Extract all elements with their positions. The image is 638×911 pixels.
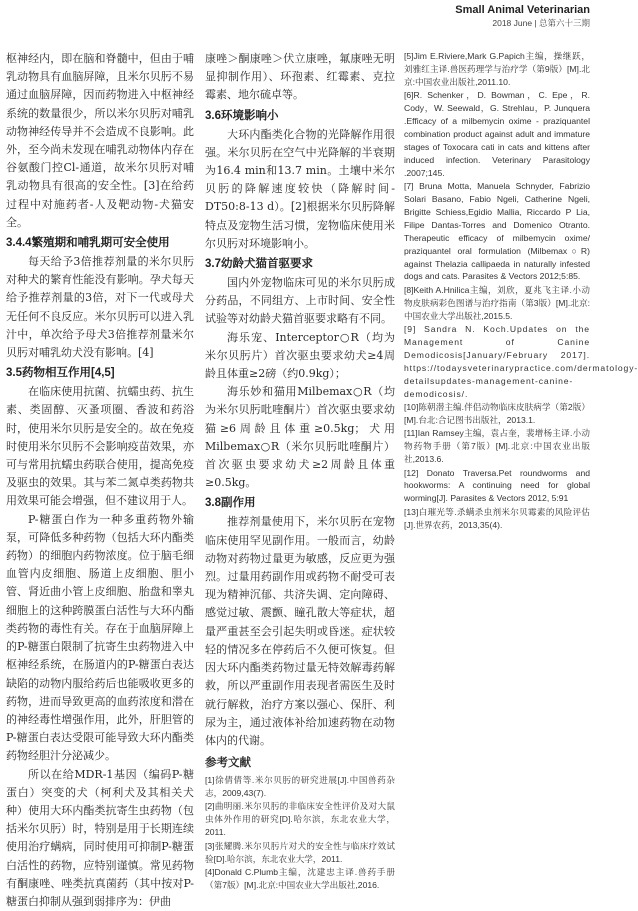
page-header xyxy=(455,4,590,29)
paragraph: 海乐妙和猫用Milbemax○R（均为米尔贝肟吡喹酮片）首次驱虫要求幼猫≥6周龄且体重≥0.5kg；犬用Milbemax○R（米尔贝肟吡喹酮片）首次驱虫要求幼犬≥2周龄且体重≥0.5kg。 xyxy=(205,385,395,490)
reference-item: [2]曲明丽.米尔贝肟的非临床安全性评价及对大鼠虫体外作用的研究[D].哈尔滨，东北农业大学，2011. xyxy=(205,801,395,838)
journal-title: Small Animal Veterinarian xyxy=(455,4,590,16)
paragraph: 每天给予3倍推荐剂量的米尔贝肟对种犬的繁育性能没有影响。孕犬每天给予推荐剂量的3倍，对下一代或母犬无任何不良反应。米尔贝肟可以进入乳汁中，单次给予母犬3倍推荐剂量米尔贝肟对哺乳幼犬没有影响。[4] xyxy=(6,255,194,360)
paragraph: 国内外宠物临床可见的米尔贝肟成分药品，不同组方、上市时间、安全性试验等对幼龄犬猫首驱要求略有不同。 xyxy=(205,276,395,326)
paragraph: 推荐剂量使用下，米尔贝肟在宠物临床使用罕见副作用。一般而言，幼龄动物对药物过量更为敏感，反应更为强烈。过量用药副作用或药物不耐受可表现为精神沉郁、共济失调、定向障碍、感觉过敏、震颤、瞳孔散大等症状，超量严重甚至会引起失明或昏迷。症状较轻的情况多在停药后不久便可恢复。但因大环内酯类药物过量无特效解毒药解救，所以严重副作用表现者需医生及时就行解救，治疗方案以强心、保肝、利尿为主，通过液体补给加速药物在动物体内的代谢。 xyxy=(205,515,395,747)
section-heading-3-6: 3.6环境影响小 xyxy=(205,109,279,122)
reference-item: [10]陈朝潜主编.伴侣动物临床皮肤病学（第2版）[M].台北:合记图书出版社，2013.1. xyxy=(404,401,590,425)
paragraph: P-糖蛋白作为一种多重药物外输泵，可降低多种药物（包括大环内酯类药物）的细胞内药物浓度。位于脑毛细血管内皮细胞、肠道上皮细胞、胆小管、肾近曲小管上皮细胞、胎盘和睾丸细胞上的这种跨膜蛋白活性与大环内酯类药物的毒性有关。存在于血脑屏障上的P-糖蛋白限制了抗寄生虫药物进入中枢神经系统，在肠道内的P-糖蛋白表达缺陷的动物内服给药后也能吸收更多的药物，进而导致更高的血药浓度和潜在的神经毒性增强作用，此外，肝胆管的P-糖蛋白表达受限可能导致大环内酯类药物经胆汁分泌减少。 xyxy=(6,512,194,763)
reference-item: [1]徐倩倩等.米尔贝肟的研究进展[J].中国兽药杂志，2009,43(7). xyxy=(205,775,395,799)
section-heading-3-7: 3.7幼龄犬猫首驱要求 xyxy=(205,258,313,271)
issue-line: 2018 June | 总第六十三期 xyxy=(492,18,590,28)
paragraph: 海乐宠、Interceptor○R（均为米尔贝肟片）首次驱虫要求幼犬≥4周龄且体重≥2磅（约0.9kg）； xyxy=(205,330,395,381)
reference-item: [4]Donald C.Plumb主编，沈建忠主译.兽药手册（第7版）[M].北京:中国农业大学出版社,2016. xyxy=(205,866,395,890)
column-middle xyxy=(205,50,395,892)
references-heading: 参考文献 xyxy=(205,757,251,770)
reference-item: [9] Sandra N. Koch.Updates on the Management of Canine Demodicosis[January/February 2017]. https://todaysveterinarypractice.com/dermatology-detailsupdates-management-canine-demodicosis/. xyxy=(404,324,638,399)
reference-item: [8]Keith A.Hnilica主编，刘欣，夏兆飞主译.小动物皮肤病彩色图谱与治疗指南（第3版）[M].北京:中国农业大学出版社,2015.5. xyxy=(404,284,590,321)
reference-item: [5]Jim E.Riviere,Mark G.Papich主编，操继跃，刘雅红主译.兽医药理学与治疗学（第9版）[M].北京:中国农业出版社,2011.10. xyxy=(404,51,590,87)
column-right xyxy=(404,50,638,532)
paragraph: 大环内酯类化合物的光降解作用很强。米尔贝肟在空气中光降解的半衰期为16.4 min和13.7 min。土壤中米尔贝肟的降解速度较快（降解时间-DT50:8-13 d）。[2]根据米尔贝肟降解特点及宠物生活习惯，宠物临床使用米尔贝肟对环境影响小。 xyxy=(205,127,395,250)
reference-item: [6]R. Schenker，D. Bowman，C. Epe，R. Cody，W. Seewald，G. Strehlau，P. Junquera .Efficacy of a milbemycin oxime - praziquantel combination product against adult and immature stages of Toxocara cati in cats and kittens after induced infection. Veterinary Parasitology .2007;145. xyxy=(404,90,590,178)
reference-item: [7] Bruna Motta, Manuela Schnyder, Fabrizio Solari Basano, Fabio Ngeli, Catherine Ngeli, Brigitte Schiess,Egidio Mallia, Riccardo P Lia, Filipe Dantas-Torres and Domenico Otranto. Therapeutic efficacy of milbemycin oxime/ praziquantel oral formulation (Milbemax○R) against Thelazia callipaeda in naturally infested dogs and cats. Parasites & Vectors 2012;5:85. xyxy=(404,181,590,282)
paragraph: 康唑＞酮康唑＞伏立康唑，氟康唑无明显抑制作用）、环孢素、红霉素、克拉霉素、地尔硫卓等。 xyxy=(205,52,395,102)
paragraph: 在临床使用抗菌、抗蠕虫药、抗生素、类固醇、灭蚤项圈、香波和药浴时，使用米尔贝肟是安全的。故在免疫时使用米尔贝肟不会影响疫苗效果，亦可与常用抗蠕虫药联合使用，提高免疫及驱虫的效果。其与苯二氮卓类药物共用效果可能会增强，但不建议用于人。 xyxy=(6,385,194,508)
reference-item: [13]白璀光等.杀螨杀虫剂米尔贝霉素的风险评估[J].世界农药，2013,35(4). xyxy=(404,506,590,530)
section-heading-3-4-4: 3.4.4繁殖期和哺乳期可安全使用 xyxy=(6,237,170,250)
reference-item: [11]Ian Ramsey主编，袁占奎，裴增杨主译.小动物药物手册（第7版）[M].北京:中国农业出版社,2013.6. xyxy=(404,428,590,465)
paragraph: 枢神经内，即在脑和脊髓中，但由于哺乳动物具有血脑屏障，且米尔贝肟不易通过血脑屏障，因而药物进入中枢神经系统的数量很少，所以米尔贝肟对哺乳动物神经传导并不会造成不良影响。此外，至今尚未发现在哺乳动物体内存在谷氨酸门控Cl-通道，故米尔贝肟对哺乳动物具有很高的安全性。[3]在给药过程中对施药者-人及靶动物-犬猫安全。 xyxy=(6,52,194,229)
reference-item: [3]张耀腾.米尔贝肟片对犬的安全性与临床疗效试验[D].哈尔滨，东北农业大学，2011. xyxy=(205,840,395,864)
reference-item: [12] Donato Traversa.Pet roundworms and hookworms: A continuing need for global worming[J]. Parasites & Vectors 2012, 5:91 xyxy=(404,467,590,504)
paragraph: 所以在给MDR-1基因（编码P-糖蛋白）突变的犬（柯利犬及其相关犬种）使用大环内酯类抗寄生虫药物（包括米尔贝肟）时，特别是用于长期连续使用治疗螨病，同时使用可抑制P-糖蛋白活性的药物，应特别谨慎。常见药物有酮康唑、唑类抗真菌药（其中按对P-糖蛋白抑制从强到弱排序为：伊曲 xyxy=(6,767,194,908)
section-heading-3-5: 3.5药物相互作用[4,5] xyxy=(6,367,115,380)
column-left xyxy=(6,50,194,911)
section-heading-3-8: 3.8副作用 xyxy=(205,497,256,510)
